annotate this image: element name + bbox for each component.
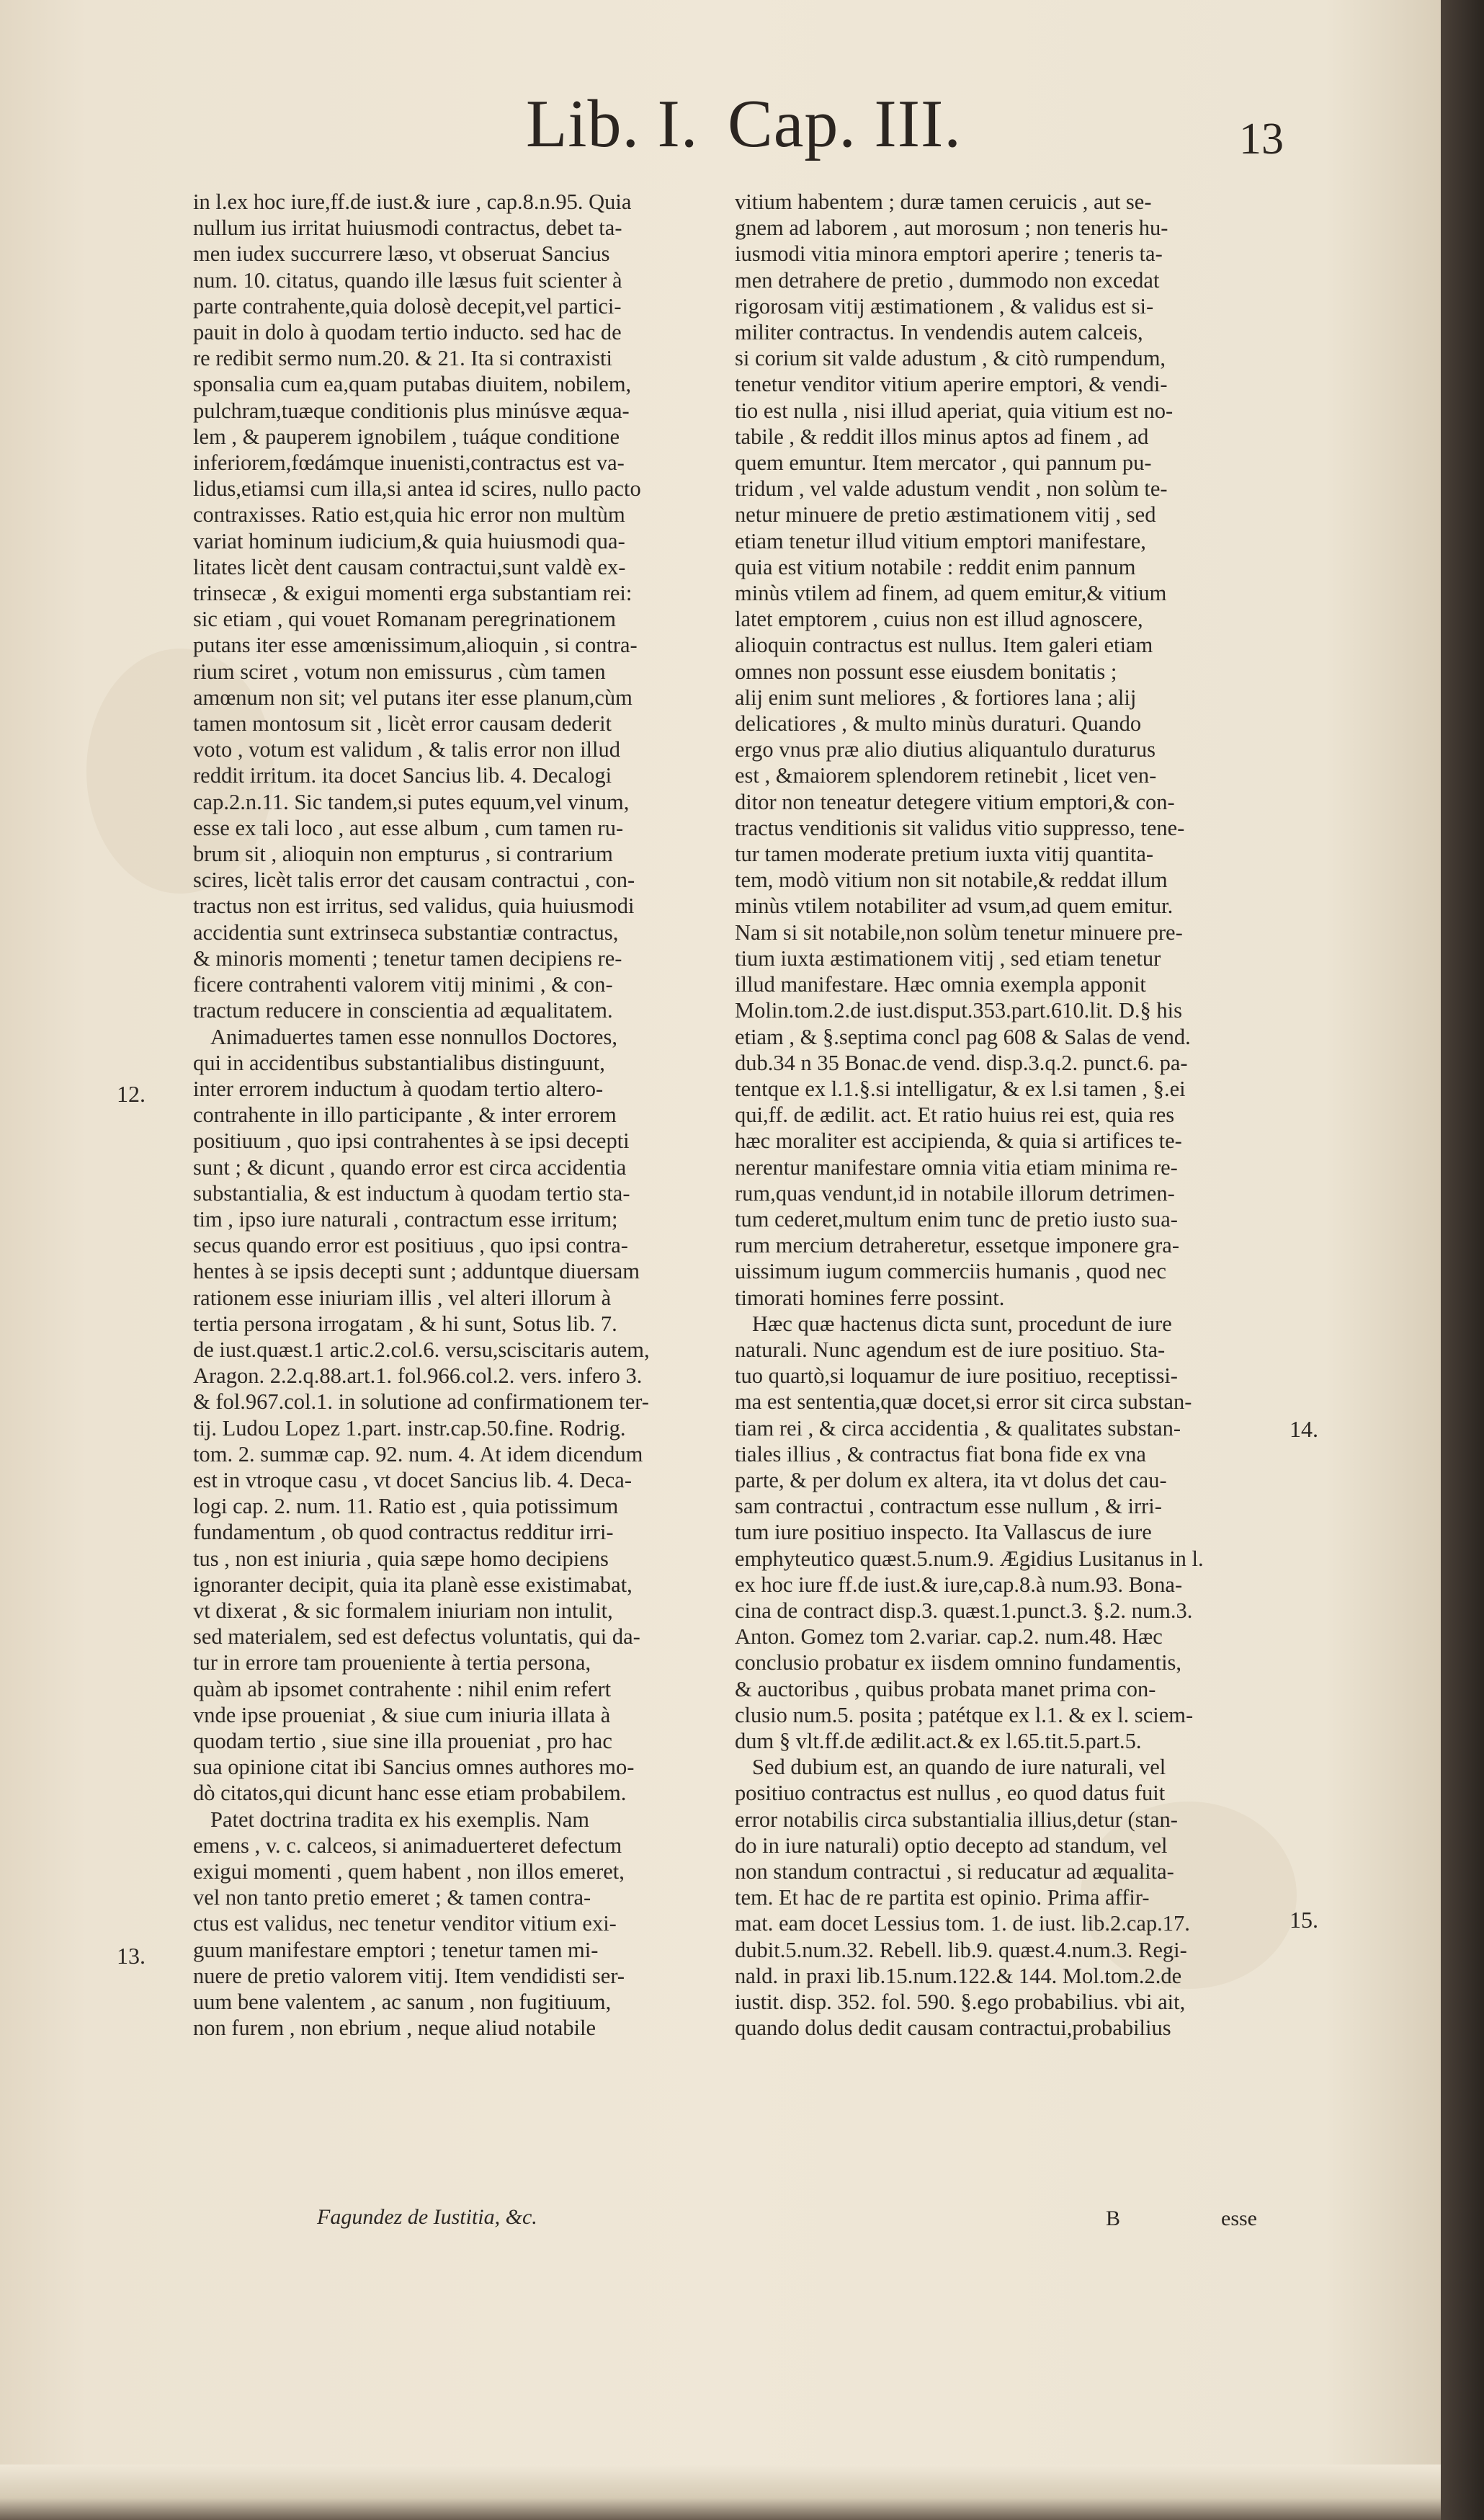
text-line: qui,ff. de ædilit. act. Et ratio huius rei est, quia res bbox=[735, 1103, 1175, 1128]
running-header bbox=[0, 85, 1441, 164]
text-line: Hæc quæ hactenus dicta sunt, procedunt de iure bbox=[752, 1311, 1172, 1336]
text-line: Aragon. 2.2.q.88.art.1. fol.966.col.2. vers. infero 3. bbox=[193, 1363, 643, 1389]
text-line: tridum , vel valde adustum vendit , non solùm te- bbox=[735, 476, 1168, 502]
right-column bbox=[735, 189, 1246, 2041]
text-line: tiales illius , & contractus fiat bona fide ex vna bbox=[735, 1441, 1146, 1466]
text-line: men iudex succurrere læso, vt obseruat Sancius bbox=[193, 241, 610, 267]
page-number: 13 bbox=[1239, 115, 1284, 164]
text-line: iustit. disp. 352. fol. 590. §.ego probabilius. vbi ait, bbox=[735, 1990, 1186, 2015]
text-line: amœnum non sit; vel putans iter esse planum,cùm bbox=[193, 685, 633, 710]
text-line: tus , non est iniuria , quia sæpe homo decipiens bbox=[193, 1546, 609, 1571]
text-line: pulchram,tuæque conditionis plus minúsve æqua- bbox=[193, 398, 630, 423]
text-line: dub.34 n 35 Bonac.de vend. disp.3.q.2. punct.6. pa- bbox=[735, 1050, 1188, 1075]
text-line: men detrahere de pretio , dummodo non excedat bbox=[735, 267, 1160, 293]
text-line: naturali. Nunc agendum est de iure positiuo. Sta- bbox=[735, 1337, 1166, 1362]
text-line: positiuo contractus est nullus , eo quod datus fuit bbox=[735, 1781, 1166, 1806]
text-line: & minoris momenti ; tenetur tamen decipiens re- bbox=[193, 945, 622, 971]
text-line: tertia persona irrogatam , & hi sunt, Sotus lib. 7. bbox=[193, 1311, 617, 1336]
text-line: inferiorem,fœdámque inuenisti,contractus est va- bbox=[193, 450, 625, 476]
text-line: & auctoribus , quibus probata manet prima con- bbox=[735, 1676, 1156, 1701]
text-line: rum,quas vendunt,id in notabile illorum detrimen- bbox=[735, 1180, 1175, 1206]
text-line: si corium sit valde adustum , & citò rumpendum, bbox=[735, 346, 1166, 371]
margin-number-14: 14. bbox=[1289, 1416, 1318, 1442]
text-line: sponsalia cum ea,quam putabas diuitem, nobilem, bbox=[193, 372, 632, 397]
text-line: non furem , non ebrium , neque aliud notabile bbox=[193, 2016, 596, 2041]
text-line: cina de contract disp.3. quæst.1.punct.3. §.2. num.3. bbox=[735, 1598, 1193, 1623]
text-line: tentque ex l.1.§.si intelligatur, & ex l.si tamen , §.ei bbox=[735, 1076, 1186, 1101]
text-line: litates licèt dent causam contractui,sunt valdè ex- bbox=[193, 554, 626, 579]
text-line: vitium habentem ; duræ tamen ceruicis , aut se- bbox=[735, 190, 1152, 214]
text-line: sam contractui , contractum esse nullum , & irri- bbox=[735, 1494, 1162, 1519]
text-line: tractum reducere in conscientia ad æqualitatem. bbox=[193, 998, 613, 1023]
text-line: conclusio probatur ex iisdem omnino fundamentis, bbox=[735, 1650, 1182, 1675]
text-line: tuo quartò,si loquamur de iure positiuo, receptissi- bbox=[735, 1363, 1178, 1389]
text-line: contraxisses. Ratio est,quia hic error non multùm bbox=[193, 502, 625, 527]
text-line: Nam si sit notabile,non solùm tenetur minuere pre- bbox=[735, 920, 1183, 945]
text-line: vnde ipse proueniat , & siue cum iniuria illata à bbox=[193, 1702, 611, 1727]
text-line: timorati homines ferre possint. bbox=[735, 1285, 1005, 1310]
text-line: non standum contractui , si reducatur ad æqualita- bbox=[735, 1859, 1174, 1884]
text-line: tenetur venditor vitium aperire emptori, & vendi- bbox=[735, 372, 1168, 397]
text-line: ctus est validus, nec tenetur venditor vitium exi- bbox=[193, 1911, 617, 1936]
text-line: tum cederet,multum enim tunc de pretio iusto sua- bbox=[735, 1206, 1178, 1232]
text-line: Molin.tom.2.de iust.disput.353.part.610.lit. D.§ his bbox=[735, 998, 1183, 1023]
text-line: num. 10. citatus, quando ille læsus fuit scienter à bbox=[193, 267, 622, 293]
page-bottom-edge bbox=[0, 2465, 1441, 2520]
text-line: delicatiores , & multo minùs duraturi. Quando bbox=[735, 711, 1142, 736]
header-book: Lib. I. bbox=[526, 86, 699, 161]
text-line: quia est vitium notabile : reddit enim pannum bbox=[735, 554, 1136, 579]
text-line: Patet doctrina tradita ex his exemplis. Nam bbox=[210, 1807, 589, 1832]
text-line: minùs vtilem ad finem, ad quem emitur,& vitium bbox=[735, 581, 1167, 606]
text-line: tem, modò vitium non sit notabile,& reddat illum bbox=[735, 868, 1168, 893]
text-line: tem. Et hac de re partita est opinio. Prima affir- bbox=[735, 1885, 1150, 1910]
text-line: ergo vnus præ alio diutius aliquantulo duraturus bbox=[735, 737, 1156, 762]
text-line: uum bene valentem , ac sanum , non fugitiuum, bbox=[193, 1990, 612, 2015]
text-line: tij. Ludou Lopez 1.part. instr.cap.50.fine. Rodrig. bbox=[193, 1415, 626, 1441]
text-line: exigui momenti , quem habent , non illos emeret, bbox=[193, 1859, 625, 1884]
text-line: Sed dubium est, an quando de iure naturali, vel bbox=[752, 1755, 1166, 1780]
text-line: inter errorem inductum à quodam tertio altero- bbox=[193, 1076, 604, 1101]
text-line: in l.ex hoc iure,ff.de iust.& iure , cap.8.n.95. Quia bbox=[193, 190, 632, 214]
text-line: latet emptorem , cuius non est illud agnoscere, bbox=[735, 607, 1143, 632]
text-line: iusmodi vitia minora emptori aperire ; teneris ta- bbox=[735, 241, 1163, 267]
left-column bbox=[193, 189, 712, 2041]
text-line: hentes à se ipsis decepti sunt ; adduntque diuersam bbox=[193, 1259, 640, 1284]
text-line: rationem esse iniuriam illis , vel alteri illorum à bbox=[193, 1285, 612, 1310]
text-line: tiam rei , & circa accidentia , & qualitates substan- bbox=[735, 1415, 1181, 1441]
text-line: contrahente in illo participante , & inter errorem bbox=[193, 1103, 617, 1128]
text-line: omnes non possunt esse eiusdem bonitatis ; bbox=[735, 659, 1117, 684]
text-line: Anton. Gomez tom 2.variar. cap.2. num.48. Hæc bbox=[735, 1624, 1163, 1649]
text-line: emens , v. c. calceos, si animaduerteret defectum bbox=[193, 1833, 622, 1858]
text-line: hæc moraliter est accipienda, & quia si artifices te- bbox=[735, 1128, 1182, 1154]
text-line: parte, & per dolum ex altera, ita vt dolus det cau- bbox=[735, 1467, 1167, 1492]
text-line: nald. in praxi lib.15.num.122.& 144. Mol.tom.2.de bbox=[735, 1963, 1182, 1988]
text-line: tim , ipso iure naturali , contractum esse irritum; bbox=[193, 1206, 618, 1232]
text-line: vt dixerat , & sic formalem iniuriam non intulit, bbox=[193, 1598, 613, 1623]
text-line: de iust.quæst.1 artic.2.col.6. versu,sciscitaris autem, bbox=[193, 1337, 650, 1362]
text-line: accidentia sunt extrinseca substantiæ contractus, bbox=[193, 920, 619, 945]
text-line: quem emuntur. Item mercator , qui pannum pu- bbox=[735, 450, 1152, 476]
text-line: minùs vtilem notabiliter ad vsum,ad quem emitur. bbox=[735, 894, 1174, 919]
text-line: dum § vlt.ff.de ædilit.act.& ex l.65.tit.5.part.5. bbox=[735, 1728, 1142, 1753]
text-line: secus quando error est positiuus , quo ipsi contra- bbox=[193, 1233, 628, 1258]
text-line: nerentur manifestare omnia vitia etiam minima re- bbox=[735, 1154, 1178, 1180]
text-line: reddit irritum. ita docet Sancius lib. 4. Decalogi bbox=[193, 763, 612, 788]
text-line: mat. eam docet Lessius tom. 1. de iust. lib.2.cap.17. bbox=[735, 1911, 1190, 1936]
text-line: guum manifestare emptori ; tenetur tamen mi- bbox=[193, 1937, 599, 1962]
text-line: qui in accidentibus substantialibus distinguunt, bbox=[193, 1050, 605, 1075]
text-line: esse ex tali loco , aut esse album , cum tamen ru- bbox=[193, 815, 624, 840]
text-line: netur minuere de pretio æstimationem vitij , sed bbox=[735, 502, 1156, 527]
text-line: clusio num.5. posita ; patétque ex l.1. & ex l. sciem- bbox=[735, 1702, 1194, 1727]
text-line: tium iuxta æstimationem vitij , sed etiam tenetur bbox=[735, 945, 1161, 971]
text-line: ma est sententia,quæ docet,si error sit circa substan- bbox=[735, 1389, 1192, 1415]
text-line: tabile , & reddit illos minus aptos ad finem , ad bbox=[735, 424, 1149, 449]
text-line: & fol.967.col.1. in solutione ad confirmationem ter- bbox=[193, 1389, 649, 1415]
text-line: sua opinione citat ibi Sancius omnes authores mo- bbox=[193, 1755, 635, 1780]
margin-number-12: 12. bbox=[117, 1081, 146, 1107]
text-line: Animaduertes tamen esse nonnullos Doctores, bbox=[210, 1024, 617, 1049]
text-line: tractus venditionis sit validus vitio suppresso, tene- bbox=[735, 815, 1185, 840]
text-line: fundamentum , ob quod contractus redditur irri- bbox=[193, 1520, 614, 1545]
text-line: vel non tanto pretio emeret ; & tamen contra- bbox=[193, 1885, 591, 1910]
text-line: rigorosam vitij æstimationem , & validus est si- bbox=[735, 293, 1154, 319]
text-line: ex hoc iure ff.de iust.& iure,cap.8.à num.93. Bona- bbox=[735, 1572, 1183, 1597]
text-line: gnem ad laborem , aut morosum ; non teneris hu- bbox=[735, 215, 1168, 241]
text-line: positiuum , quo ipsi contrahentes à se ipsi decepti bbox=[193, 1128, 630, 1154]
text-line: putans iter esse amœnissimum,alioquin , si contra- bbox=[193, 633, 638, 658]
text-line: do in iure naturali) optio decepto ad standum, vel bbox=[735, 1833, 1168, 1858]
text-line: voto , votum est validum , & talis error non illud bbox=[193, 737, 620, 762]
text-line: lidus,etiamsi cum illa,si antea id scires, nullo pacto bbox=[193, 476, 641, 502]
text-line: est , &maiorem splendorem retinebit , licet ven- bbox=[735, 763, 1157, 788]
text-line: quàm ab ipsomet contrahente : nihil enim refert bbox=[193, 1676, 612, 1701]
text-line: dò citatos,qui dicunt hanc esse etiam probabilem. bbox=[193, 1781, 627, 1806]
text-line: ignoranter decipit, quia ita planè esse existimabat, bbox=[193, 1572, 633, 1597]
text-line: emphyteutico quæst.5.num.9. Ægidius Lusitanus in l. bbox=[735, 1546, 1204, 1571]
text-line: sed materialem, sed est defectus voluntatis, qui da- bbox=[193, 1624, 640, 1649]
text-line: quodam tertio , siue sine illa proueniat , pro hac bbox=[193, 1728, 612, 1753]
text-line: alij enim sunt meliores , & fortiores lana ; alij bbox=[735, 685, 1137, 710]
text-line: tamen montosum sit , licèt error causam dederit bbox=[193, 711, 612, 736]
text-line: ditor non teneatur detegere vitium emptori,& con- bbox=[735, 789, 1175, 814]
text-line: tur tamen moderate pretium iuxta vitij quantita- bbox=[735, 842, 1154, 867]
text-line: etiam , & §.septima concl pag 608 & Salas de vend. bbox=[735, 1024, 1191, 1049]
page-edge-shadow bbox=[1441, 0, 1484, 2520]
header-chapter: Cap. III. bbox=[728, 86, 962, 161]
text-line: lem , & pauperem ignobilem , tuáque conditione bbox=[193, 424, 620, 449]
text-line: alioquin contractus est nullus. Item galeri etiam bbox=[735, 633, 1153, 658]
text-line: error notabilis circa substantialia illius,detur (stan- bbox=[735, 1807, 1178, 1832]
text-line: logi cap. 2. num. 11. Ratio est , quia potissimum bbox=[193, 1494, 619, 1519]
signature-mark: B bbox=[1106, 2207, 1121, 2230]
text-line: tom. 2. summæ cap. 92. num. 4. At idem dicendum bbox=[193, 1441, 643, 1466]
text-line: sic etiam , qui vouet Romanam peregrinationem bbox=[193, 607, 616, 632]
text-line: illud manifestare. Hæc omnia exempla apponit bbox=[735, 972, 1146, 997]
text-line: militer contractus. In vendendis autem calceis, bbox=[735, 320, 1143, 345]
text-line: uissimum iugum commerciis humanis , quod nec bbox=[735, 1259, 1166, 1284]
text-line: est in vtroque casu , vt docet Sancius lib. 4. Deca- bbox=[193, 1467, 632, 1492]
text-line: variat hominum iudicium,& quia huiusmodi qua- bbox=[193, 528, 625, 553]
margin-number-13: 13. bbox=[117, 1943, 146, 1969]
text-line: nuere de pretio valorem vitij. Item vendidisti ser- bbox=[193, 1963, 625, 1988]
text-line: brum sit , alioquin non empturus , si contrarium bbox=[193, 842, 613, 867]
text-line: pauit in dolo à quodam tertio inducto. sed hac de bbox=[193, 320, 622, 345]
text-line: sunt ; & dicunt , quando error est circa accidentia bbox=[193, 1154, 627, 1180]
text-line: substantialia, & est inductum à quodam tertio sta- bbox=[193, 1180, 630, 1206]
text-line: tum iure positiuo inspecto. Ita Vallascus de iure bbox=[735, 1520, 1152, 1545]
text-line: rium sciret , votum non emissurus , cùm tamen bbox=[193, 659, 606, 684]
text-line: scires, licèt talis error det causam contractui , con- bbox=[193, 868, 635, 893]
text-line: quando dolus dedit causam contractui,probabilius bbox=[735, 2016, 1171, 2041]
text-line: dubit.5.num.32. Rebell. lib.9. quæst.4.num.3. Regi- bbox=[735, 1937, 1187, 1962]
catchword: esse bbox=[1221, 2207, 1257, 2230]
text-line: tractus non est irritus, sed validus, quia huiusmodi bbox=[193, 894, 635, 919]
text-line: parte contrahente,quia dolosè decepit,vel partici- bbox=[193, 293, 622, 319]
text-line: nullum ius irritat huiusmodi contractus, debet ta- bbox=[193, 215, 622, 241]
text-line: etiam tenetur illud vitium emptori manifestare, bbox=[735, 528, 1146, 553]
text-line: re redibit sermo num.20. & 21. Ita si contraxisti bbox=[193, 346, 612, 371]
text-line: cap.2.n.11. Sic tandem,si putes equum,vel vinum, bbox=[193, 789, 630, 814]
text-line: tur in errore tam proueniente à tertia persona, bbox=[193, 1650, 591, 1675]
text-line: ficere contrahenti valorem vitij minimi , & con- bbox=[193, 972, 613, 997]
text-line: trinsecæ , & exigui momenti erga substantiam rei: bbox=[193, 581, 633, 606]
text-line: rum mercium detraheretur, essetque imponere gra- bbox=[735, 1233, 1179, 1258]
margin-number-15: 15. bbox=[1289, 1907, 1318, 1933]
running-title-footer: Fagundez de Iustitia, &c. bbox=[317, 2205, 537, 2229]
text-line: tio est nulla , nisi illud aperiat, quia vitium est no- bbox=[735, 398, 1174, 423]
